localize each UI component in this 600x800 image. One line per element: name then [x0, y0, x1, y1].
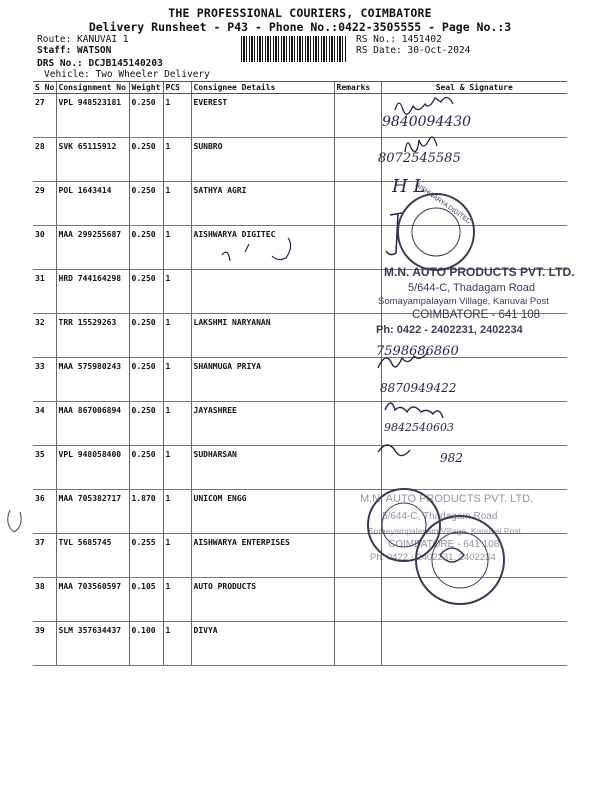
cell-cons: HRD 744164298 — [56, 270, 129, 314]
cell-sno: 31 — [33, 270, 56, 314]
left-margin-mark — [8, 510, 21, 532]
cell-pcs: 1 — [163, 314, 191, 358]
cell-consignee: DIVYA — [191, 622, 334, 666]
round-seal-top — [398, 194, 474, 270]
cell-sno: 29 — [33, 182, 56, 226]
cell-weight: 0.250 — [129, 226, 163, 270]
cell-consignee: JAYASHREE — [191, 402, 334, 446]
cell-cons: VPL 948523181 — [56, 94, 129, 138]
cell-sno: 34 — [33, 402, 56, 446]
cell-weight: 0.250 — [129, 138, 163, 182]
cell-sno: 36 — [33, 490, 56, 534]
cell-consignee: LAKSHMI NARYANAN — [191, 314, 334, 358]
rs-number: RS No.: 1451402 — [356, 34, 442, 45]
cell-sno: 37 — [33, 534, 56, 578]
cell-weight: 0.255 — [129, 534, 163, 578]
cell-pcs: 1 — [163, 138, 191, 182]
company-name: THE PROFESSIONAL COURIERS, COIMBATORE — [168, 6, 432, 20]
signature-36 — [378, 445, 410, 456]
cell-pcs: 1 — [163, 182, 191, 226]
cell-consignee: EVEREST — [191, 94, 334, 138]
drs-label: DRS No.: DCJB145140203 — [37, 58, 163, 69]
cell-consignee: SUNBRO — [191, 138, 334, 182]
cell-pcs: 1 — [163, 94, 191, 138]
cell-pcs: 1 — [163, 358, 191, 402]
cell-consignee: AUTO PRODUCTS — [191, 578, 334, 622]
cell-consignee: AISHWARYA ENTERPISES — [191, 534, 334, 578]
cell-sno: 28 — [33, 138, 56, 182]
stamp-company-faded: M.N. AUTO PRODUCTS PVT. LTD. — [360, 493, 534, 505]
round-seal-label: AISHWARYA DIGITEC — [413, 181, 473, 226]
vehicle-label: Vehicle: Two Wheeler Delivery — [44, 69, 210, 80]
cell-sno: 39 — [33, 622, 56, 666]
cell-weight: 0.250 — [129, 402, 163, 446]
cell-sno: 38 — [33, 578, 56, 622]
cell-weight: 0.250 — [129, 358, 163, 402]
handwritten-phone-28: 8072545585 — [378, 151, 461, 166]
cell-cons: MAA 575980243 — [56, 358, 129, 402]
stamp-address2-faded: Somayampalayam Village, Kanuvai Post — [368, 526, 521, 536]
handwritten-phone-34: 8870949422 — [380, 381, 457, 395]
cell-sno: 33 — [33, 358, 56, 402]
stamp-phone: Ph: 0422 - 2402231, 2402234 — [376, 324, 523, 336]
cell-weight: 0.250 — [129, 446, 163, 490]
cell-sno: 30 — [33, 226, 56, 270]
signature-28 — [405, 137, 437, 152]
cell-cons: MAA 299255687 — [56, 226, 129, 270]
cell-pcs: 1 — [163, 270, 191, 314]
col-sno: S No — [35, 83, 55, 92]
col-weight: Weight — [129, 82, 163, 94]
col-consignment: Consignment No — [56, 82, 129, 94]
cell-weight: 0.250 — [129, 270, 163, 314]
signature-27 — [395, 97, 453, 114]
stamp-city: COIMBATORE - 641 108 — [412, 309, 541, 321]
cell-pcs: 1 — [163, 446, 191, 490]
rs-date: RS Date: 30-Oct-2024 — [356, 45, 471, 56]
col-remarks: Remarks — [334, 82, 381, 94]
handwritten-initials-29: H L — [392, 176, 426, 197]
handwritten-phone-33: 7598686860 — [376, 344, 459, 359]
scribble-31 — [222, 238, 291, 261]
stamp-phone-faded: Ph: 0422 - 2402231, 2402234 — [370, 552, 496, 563]
col-seal-signature: Seal & Signature — [381, 82, 567, 94]
stamp-address1-faded: 5/644-C, Thadagam Road — [382, 511, 498, 522]
staff-label: Staff: WATSON — [37, 45, 112, 56]
cell-consignee: SUDHARSAN — [191, 446, 334, 490]
cell-weight: 0.250 — [129, 94, 163, 138]
cell-cons: TVL 5685745 — [56, 534, 129, 578]
stamp-company: M.N. AUTO PRODUCTS PVT. LTD. — [384, 265, 575, 279]
handwritten-number-36: 982 — [440, 451, 463, 465]
route-label: Route: KANUVAI 1 — [37, 34, 129, 45]
stamp-address2: Somayampalayam Village, Kanuvai Post — [378, 296, 549, 307]
cell-cons: SLM 357634437 — [56, 622, 129, 666]
cell-sno: 32 — [33, 314, 56, 358]
cell-consignee: SATHYA AGRI — [191, 182, 334, 226]
cell-consignee: UNICOM ENGG — [191, 490, 334, 534]
stamp-city-faded: COIMBATORE - 641 108 — [388, 539, 500, 550]
cell-pcs: 1 — [163, 534, 191, 578]
cell-consignee: SHANMUGA PRIYA — [191, 358, 334, 402]
handwritten-phone-27: 9840094430 — [382, 114, 472, 130]
cell-pcs: 1 — [163, 578, 191, 622]
cell-weight: 0.105 — [129, 578, 163, 622]
cell-cons: SVK 65115912 — [56, 138, 129, 182]
cell-cons: POL 1643414 — [56, 182, 129, 226]
stamp-address1: 5/644-C, Thadagam Road — [408, 282, 535, 294]
cell-cons: TRR 15529263 — [56, 314, 129, 358]
cell-consignee: AISHWARYA DIGITEC — [191, 226, 334, 270]
runsheet-title: Delivery Runsheet - P43 - Phone No.:0422-3505555 - Page No.:3 — [88, 20, 512, 34]
signature-35 — [385, 403, 443, 418]
cell-cons: MAA 705382717 — [56, 490, 129, 534]
cell-weight: 0.100 — [129, 622, 163, 666]
cell-pcs: 1 — [163, 226, 191, 270]
cell-pcs: 1 — [163, 490, 191, 534]
handwritten-phone-35: 9842540603 — [384, 421, 454, 434]
cell-sno: 35 — [33, 446, 56, 490]
cell-weight: 0.250 — [129, 314, 163, 358]
cell-cons: MAA 703560597 — [56, 578, 129, 622]
col-pcs: PCS — [163, 82, 191, 94]
cell-weight: 0.250 — [129, 182, 163, 226]
cell-pcs: 1 — [163, 402, 191, 446]
col-consignee: Consignee Details — [191, 82, 334, 94]
cell-cons: VPL 948058400 — [56, 446, 129, 490]
cell-weight: 1.870 — [129, 490, 163, 534]
cell-pcs: 1 — [163, 622, 191, 666]
cell-sno: 27 — [33, 94, 56, 138]
cell-cons: MAA 867006894 — [56, 402, 129, 446]
